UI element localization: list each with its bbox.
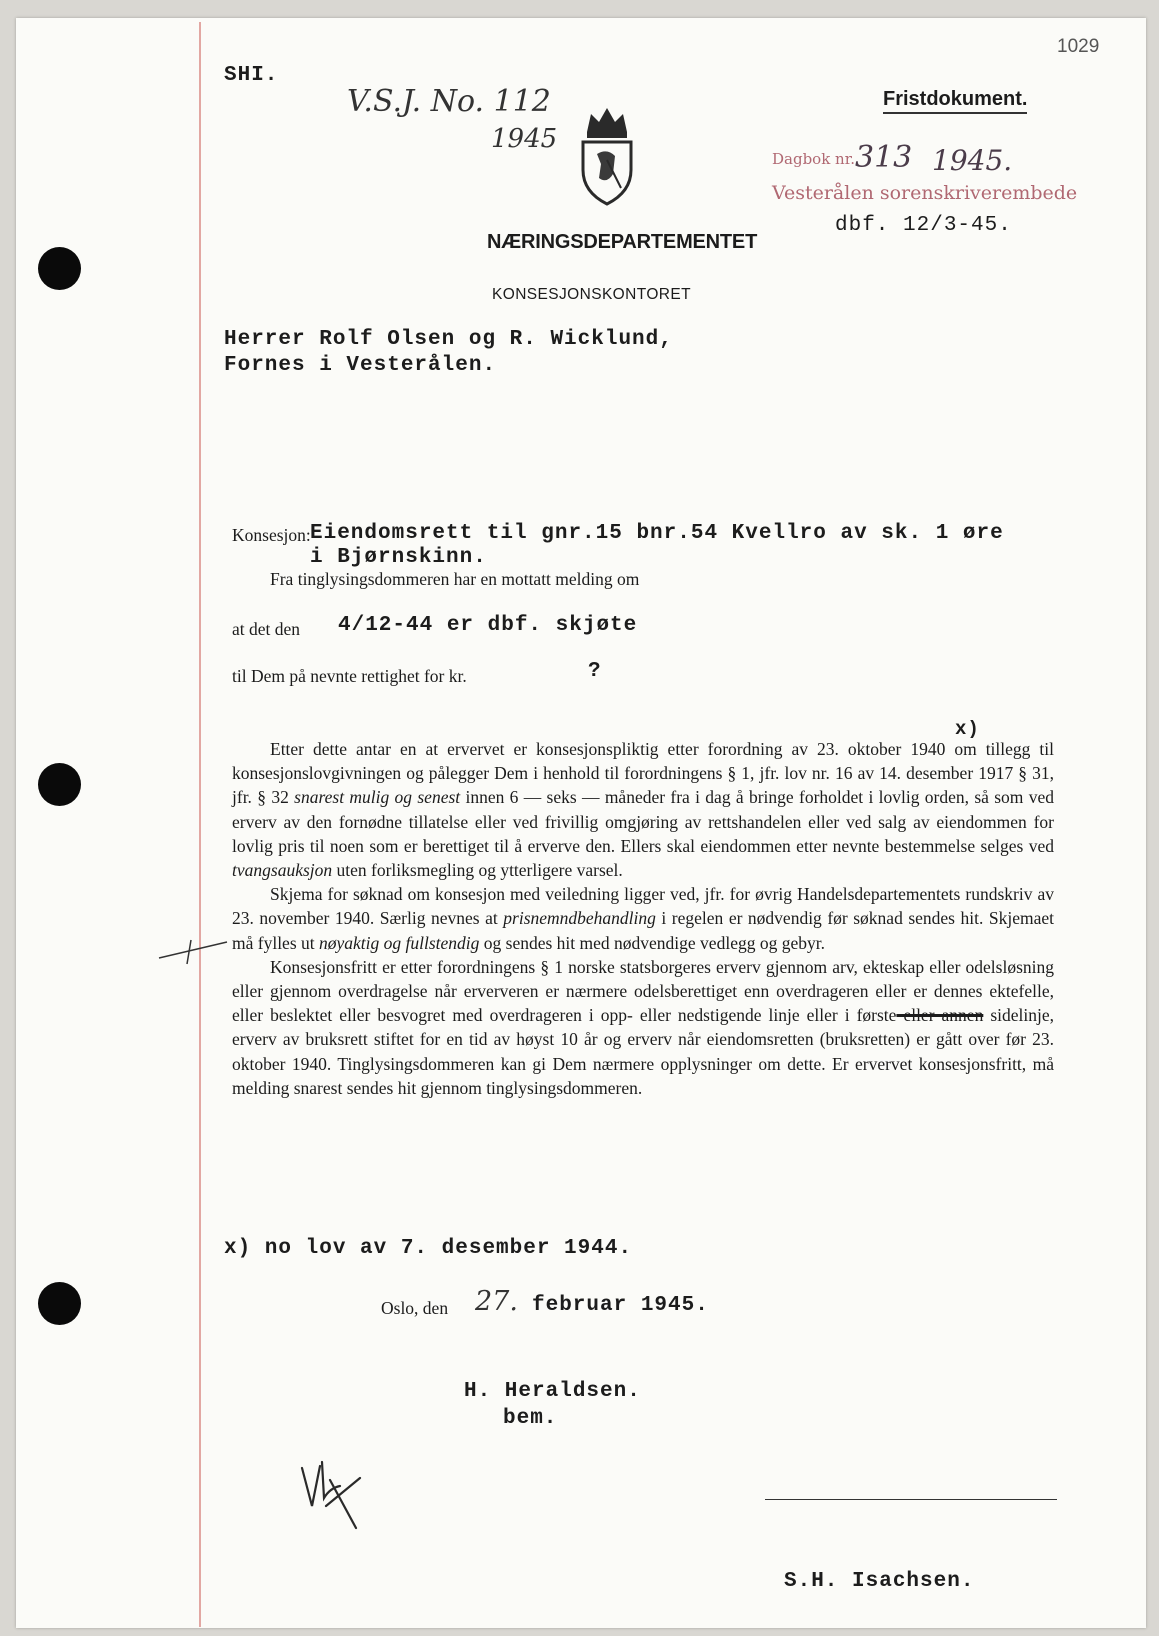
konsesjon-label: Konsesjon: bbox=[232, 525, 311, 545]
countersigner-name: S.H. Isachsen. bbox=[784, 1570, 975, 1593]
margin-rule bbox=[199, 22, 201, 1627]
registry-stamp-year: 1945. bbox=[932, 144, 1013, 177]
recipient-line-1: Herrer Rolf Olsen og R. Wicklund, bbox=[224, 328, 673, 351]
dateline-month-year: februar 1945. bbox=[532, 1294, 709, 1317]
date-value: 4/12-44 er dbf. skjøte bbox=[338, 614, 638, 637]
dateline-day: 27. bbox=[475, 1286, 518, 1317]
registry-stamp-prefix: Dagbok nr. bbox=[772, 150, 856, 168]
signature-line bbox=[765, 1499, 1057, 1500]
signer-name: H. Heraldsen. bbox=[464, 1380, 641, 1403]
document-type-label: Fristdokument. bbox=[883, 88, 1027, 114]
punch-hole-bottom bbox=[38, 1282, 81, 1325]
journal-year: 1945 bbox=[491, 124, 558, 154]
paragraph-application-form: Skjema for søknad om konsesjon med veiledning ligger ved, jfr. for øvrig Handelsdepartementets rundskriv av 23. november 1940. Særlig nevnes at prisnemndbehandling i regelen er nødvendig før søknad sendes hit. Skjemaet må fylles ut nøyaktig og fullstendig og sendes hit med nødvendige vedlegg og gebyr. bbox=[232, 884, 1055, 953]
coat-of-arms-emblem bbox=[577, 104, 637, 206]
margin-check-mark bbox=[157, 936, 229, 966]
price-label: til Dem på nevnte rettighet for kr. bbox=[232, 666, 467, 686]
department-name: NÆRINGSDEPARTEMENTET bbox=[487, 231, 758, 253]
punch-hole-top bbox=[38, 247, 81, 290]
journal-reference: V.S.J. No. 112 bbox=[347, 84, 551, 119]
price-value: ? bbox=[588, 660, 602, 683]
registered-date: dbf. 12/3-45. bbox=[835, 214, 1012, 237]
page-number: 1029 bbox=[1057, 36, 1100, 57]
notice-text: Fra tinglysingsdommeren har en mottatt melding om bbox=[270, 569, 640, 589]
date-label: at det den bbox=[232, 619, 301, 639]
paragraph-obligation: Etter dette antar en at ervervet er konsesjonspliktig etter forordning av 23. oktober 1940 om tillegg til konsesjonslovgivningen og pålegger Dem i henhold til forordningens § 1, jfr. lov nr. 16 av 14. desember 1917 § 31, jfr. § 32 snarest mulig og senest innen 6 — seks — måneder fra i dag å bringe forholdet i lovlig orden, så som ved erverv av den fornødne tillatelse eller ved frivillig omgjøring av rettshandelen eller ved salg av eiendommen for lovlig pris til noen som er berettiget til å erverve den. Ellers skal eiendommen etter nevnte bestemmelse selges ved tvangsauksjon uten forliksmegling og ytterligere varsel. bbox=[232, 739, 1054, 881]
office-name: KONSESJONSKONTORET bbox=[492, 286, 691, 303]
registry-stamp-office: Vesterålen sorenskriverembede bbox=[772, 182, 1078, 204]
footnote-marker: x) bbox=[955, 718, 980, 740]
konsesjon-value-line-2: i Bjørnskinn. bbox=[310, 546, 487, 569]
body-paragraphs bbox=[232, 737, 1054, 1100]
punch-hole-middle bbox=[38, 763, 81, 806]
signer-note: bem. bbox=[503, 1407, 558, 1430]
dateline-place: Oslo, den bbox=[381, 1298, 449, 1318]
konsesjon-value-line-1: Eiendomsrett til gnr.15 bnr.54 Kvellro av sk. 1 øre bbox=[310, 522, 1004, 545]
recipient-line-2: Fornes i Vesterålen. bbox=[224, 354, 497, 377]
registry-stamp-number: 313 bbox=[855, 140, 913, 175]
paragraph-exemptions: Konsesjonsfritt er etter forordningens § 1 norske statsborgeres erverv gjennom arv, ekteskap eller odelsløsning eller gjennom overdragelse når erververen er nærmere odelsberettiget enn overdrageren eller er dennes ektefelle, eller beslektet eller besvogret med overdrageren i opp- eller nedstigende linje eller i første eller annen sidelinje, erverv av bruksrett stiftet for en tid av høyst 10 år og erverv når eiendomsretten (bruksretten) er gått over før 23. oktober 1940. Tinglysingsdommeren kan gi Dem nærmere opplysninger om dette. Er ervervet konsesjonsfritt, må melding snarest sendes hit gjennom tinglysingsdommeren. bbox=[232, 956, 1055, 1098]
footnote-text: x) no lov av 7. desember 1944. bbox=[224, 1237, 633, 1260]
reference-code: SHI. bbox=[224, 64, 279, 87]
initials-signature bbox=[296, 1458, 366, 1530]
